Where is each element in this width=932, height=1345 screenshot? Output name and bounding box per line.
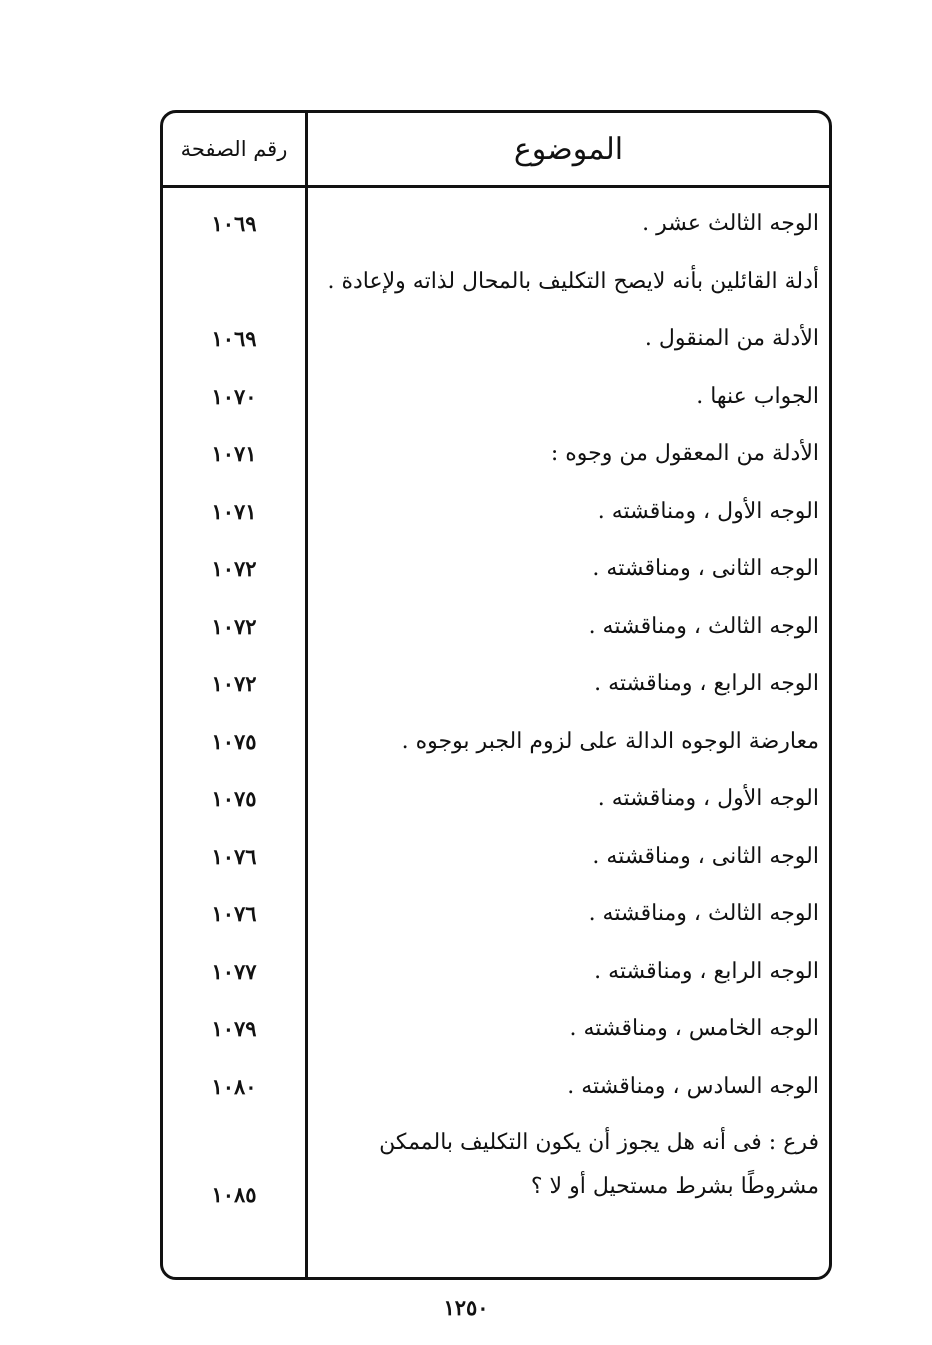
toc-row-page: ١٠٧٥: [211, 786, 257, 812]
toc-row: [163, 540, 829, 598]
toc-table: [160, 110, 832, 1280]
toc-row-page: ١٠٨٥: [211, 1182, 257, 1207]
toc-row: [163, 483, 829, 541]
toc-row-page: ١٠٧٦: [211, 843, 257, 869]
toc-row-page: ١٠٧١: [211, 498, 257, 524]
toc-row: [163, 1058, 829, 1116]
toc-row-page: ١٠٧٧: [211, 958, 257, 984]
toc-row-page: ١٠٧١: [211, 441, 257, 467]
toc-row: [163, 253, 829, 311]
toc-row: [163, 828, 829, 886]
header-rule: [163, 185, 829, 188]
toc-row: [163, 770, 829, 828]
toc-row-topic: الوجه الخامس ، ومناقشته .: [569, 1016, 819, 1041]
toc-row-page: ١٠٧٢: [211, 613, 257, 639]
toc-row-page: ١٠٧٩: [211, 1016, 257, 1042]
toc-row-page: ١٠٨٠: [211, 1073, 257, 1099]
toc-row: [163, 655, 829, 713]
toc-row-topic: الوجه السادس ، ومناقشته .: [567, 1073, 819, 1099]
toc-row-topic: الوجه الرابع ، ومناقشته .: [594, 958, 819, 984]
page-number: ١٢٥٠: [443, 1295, 489, 1320]
toc-row-topic: الأدلة من المنقول .: [644, 326, 819, 351]
toc-row-page: ١٠٦٩: [211, 326, 257, 352]
header-topic: الموضوع: [513, 131, 624, 167]
toc-row: [163, 1000, 829, 1058]
toc-row-page: ١٠٦٩: [211, 211, 257, 237]
toc-row-topic: الوجه الثالث عشر .: [642, 211, 819, 236]
toc-rows: [163, 195, 829, 1215]
toc-row-topic: الجواب عنها .: [696, 383, 819, 409]
toc-row: [163, 885, 829, 943]
toc-row-topic: الوجه الثانى ، ومناقشته .: [592, 556, 819, 581]
toc-row-page: ١٠٧٢: [211, 556, 257, 582]
toc-row-topic: الوجه الثالث ، ومناقشته .: [588, 901, 819, 926]
toc-row-topic: الأدلة من المعقول من وجوه :: [550, 441, 819, 466]
toc-row: [163, 310, 829, 368]
toc-row: [163, 368, 829, 426]
toc-row-page: ١٠٧٢: [211, 671, 257, 697]
toc-row: [163, 598, 829, 656]
toc-row-topic: معارضة الوجوه الدالة على لزوم الجبر بوجوه .: [401, 728, 819, 754]
toc-row-page: ١٠٧٦: [211, 901, 257, 927]
toc-row-page: ١٠٧٥: [211, 728, 257, 754]
toc-row-topic: أدلة القائلين بأنه لايصح التكليف بالمحال لذاته ولإعادة .: [327, 268, 819, 294]
toc-row-topic: الوجه الثانى ، ومناقشته .: [592, 843, 819, 869]
toc-row-topic: الوجه الأول ، ومناقشته .: [597, 498, 819, 524]
toc-row: [163, 943, 829, 1001]
toc-row-page: ١٠٧٠: [211, 383, 257, 409]
toc-row-topic: الوجه الثالث ، ومناقشته .: [588, 613, 819, 639]
toc-row: [163, 713, 829, 771]
header-page-number: رقم الصفحة: [180, 137, 288, 161]
toc-row-topic: الوجه الرابع ، ومناقشته .: [594, 671, 819, 696]
toc-row: [163, 425, 829, 483]
toc-row-topic: فرع : فى أنه هل يجوز أن يكون التكليف بالممكن مشروطًا بشرط مستحيل أو لا ؟: [379, 1130, 819, 1199]
toc-row: [163, 195, 829, 253]
toc-row: [163, 1115, 829, 1215]
toc-row-page: [163, 253, 305, 311]
toc-row-topic: الوجه الأول ، ومناقشته .: [597, 786, 819, 811]
